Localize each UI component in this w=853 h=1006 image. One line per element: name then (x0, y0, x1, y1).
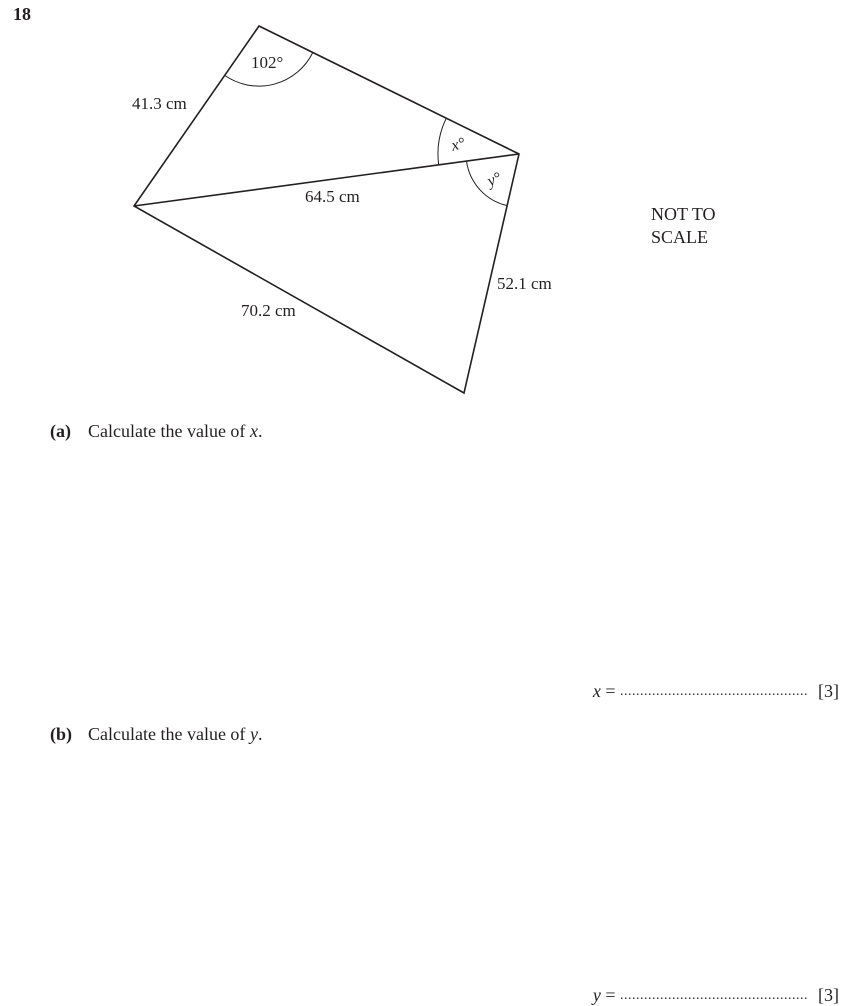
part-a-text: Calculate the value of (88, 421, 250, 441)
part-a-end: . (257, 421, 263, 441)
quadrilateral-outline (134, 26, 519, 393)
part-b-end: . (257, 724, 263, 744)
part-b-text: Calculate the value of (88, 724, 250, 744)
angle-label-y: y° (484, 169, 504, 191)
part-a-answer-eq: = (600, 681, 620, 701)
angle-label-top: 102° (251, 53, 284, 72)
side-label-top-left: 41.3 cm (132, 94, 187, 113)
side-label-bottom-right: 52.1 cm (497, 274, 552, 293)
not-to-scale-line-2: SCALE (651, 227, 709, 247)
part-a-question (50, 421, 262, 442)
part-a-answer-dots[interactable]: ............................................... (620, 684, 808, 699)
angle-label-x: x° (449, 134, 467, 155)
part-a-marks: [3] (818, 681, 839, 701)
not-to-scale-note (651, 203, 716, 249)
part-b-variable: y (249, 724, 258, 744)
part-a-label: (a) (50, 421, 71, 441)
part-b-marks: [3] (818, 985, 839, 1005)
quadrilateral-diagram (0, 0, 853, 420)
part-b-label: (b) (50, 724, 72, 744)
part-a-answer-line[interactable] (593, 681, 839, 702)
question-number: 18 (13, 4, 31, 24)
part-a-variable: x (249, 421, 258, 441)
part-b-answer-line[interactable] (593, 985, 839, 1006)
side-label-diagonal: 64.5 cm (305, 187, 360, 206)
part-b-question (50, 724, 262, 745)
side-label-bottom-left: 70.2 cm (241, 301, 296, 320)
angle-arc-x (438, 118, 446, 165)
part-b-answer-dots[interactable]: ............................................... (620, 988, 808, 1003)
part-b-answer-eq: = (600, 985, 620, 1005)
not-to-scale-line-1: NOT TO (651, 204, 716, 224)
part-a-answer-var: x (592, 681, 601, 701)
part-b-answer-var: y (592, 985, 601, 1005)
